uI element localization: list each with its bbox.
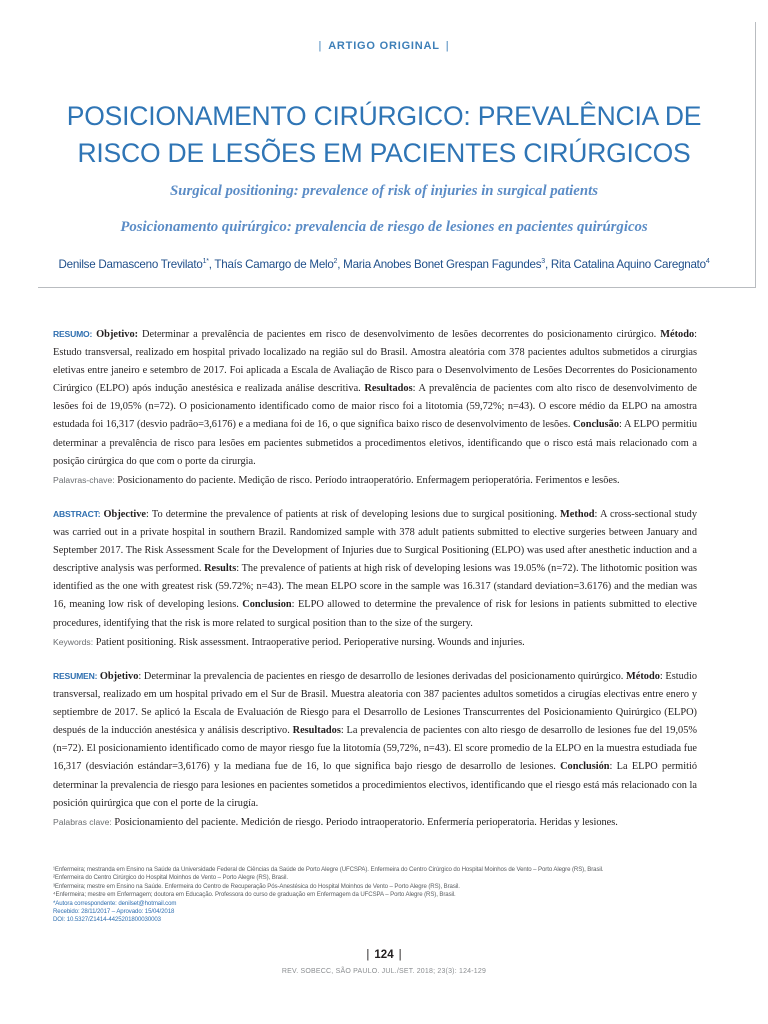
section-label [0,40,768,52]
title-line-1: POSICIONAMENTO CIRÚRGICO: PREVALÊNCIA DE [66,101,702,131]
author-separator: , [337,258,344,271]
method-label: Método [626,671,660,682]
conclusion-text: : La ELPO permitió determinar la prevalencia de riesgo para lesiones en pacientes sometidos a procedimientos electivos, identificando que el riesgo está más relacionado con la posición quirúrgica que con el porte de la cirugía. [53,761,697,809]
abstract-label: RESUMO: [53,329,93,339]
page-bar-right: | [398,949,402,961]
results-text: : The prevalence of patients at high risk of developing lesions was 19.05% (n=72). The lithotomic position was identified as the one with greatest risk (59.72%; n=43). The mean ELPO score in the sample was 16.317 (standard deviation=3.6176) and the median was 16, meaning low risk of developing lesions. [53,563,697,611]
author-name: Rita Catalina Aquino Caregnato [550,258,706,271]
footnote: ¹Enfermeira; mestranda em Ensino na Saúde da Universidade Federal de Ciências da Saúde de Porto Alegre (UFCSPA). Enfermeira do Centro Cirúrgico do Hospital Moinhos de Vento – Porto Alegre (RS), Brasil. [53,866,604,873]
author-affiliation: 1* [202,258,209,266]
title-line-2: RISCO DE LESÕES EM PACIENTES CIRÚRGICOS [77,138,691,168]
author-separator: , [208,258,215,271]
footnote: ²Enfermeira do Centro Cirúrgico do Hospital Moinhos de Vento – Porto Alegre (RS), Brasil. [53,874,288,882]
keywords-line [53,633,697,652]
objective-text: : To determine the prevalence of patients at risk of developing lesions due to surgical positioning. [146,509,561,520]
objective-label: Objetivo: [96,329,139,340]
method-label: Método [660,329,695,340]
author-affiliation: 3 [541,258,545,266]
method-text: : A cross-sectional study was carried out in a private hospital in southern Brazil. Randomized sample with 378 adult patients submitted to elective surgeries between January and September 2017. The Risk Assessment Scale for the Development of Injuries due to Surgical Positioning (ELPO) was used after anesthetic induction and a descriptive analysis was performed. [53,509,697,575]
conclusion-text: : ELPO allowed to determine the prevalence of risk for lesions in patients submitted to elective procedures, identifying that the risk is more related to surgical position than to the size of the surgery. [53,599,698,629]
section-name: ARTIGO ORIGINAL [328,40,440,52]
method-text: : Estudo transversal, realizado em hospital privado localizado na região sul do Brasil. Amostra aleatória com 378 pacientes adultos submetidos a cirurgias eletivas entre janeiro e setembro de 2017. Foi aplicada a Escala de Avaliação de Risco para o Desenvolvimento de Lesões Decorrentes do Posicionamento Cirúrgico (ELPO) após indução anestésica e realizada análise descritiva. [53,329,697,395]
abstract-label: ABSTRACT: [53,509,101,519]
objective-text: : Determinar la prevalencia de pacientes en riesgo de desarrollo de lesiones derivadas del posicionamento quirúrgico. [138,671,626,682]
keywords-line [53,813,697,832]
doi: DOI: 10.5327/Z1414-4425201800030003 [53,916,161,924]
author-separator: , [544,258,551,271]
conclusion-label: Conclusion [242,599,292,611]
results-text: : La prevalencia de pacientes con alto riesgo de desarrollo de lesiones fue del 19,05% (n=72). El posicionamiento identificado como de mayor riesgo fue la litotomía (59,72%, n=43). El score promedio de la ELPO en la muestra estudiada fue 16,317 (desviación estándar=3,6176) y la mediana fue de 16, lo que significa bajo riesgo de desarrollo de lesiones. [53,725,698,773]
correspondence-email: *Autora correspondente: denilset@hotmail.com [53,899,177,907]
keywords-text: Posicionamiento del paciente. Medición de riesgo. Periodo intraoperatorio. Enfermería perioperatoria. Heridas y lesiones. [111,816,618,828]
page-number [0,949,768,961]
author-name: Thaís Camargo de Melo [214,258,334,271]
objective-label: Objetivo [99,671,139,682]
section-bar-right: | [445,40,450,52]
author-name: Maria Anobes Bonet Grespan Fagundes [343,258,542,271]
results-label: Results [204,563,237,575]
results-label: Resultados [364,383,413,395]
objective-text: Determinar a prevalência de pacientes em risco de desenvolvimento de lesões decorrentes do posicionamento cirúrgico. [138,329,661,340]
conclusion-label: Conclusão [573,419,620,431]
conclusion-label: Conclusión [560,761,610,773]
results-text: : A prevalência de pacientes com alto risco de desenvolvimento de lesões foi de 19,05% (n=72). O posicionamento identificado como de maior risco foi a litotomia (59,72%; n=43). O escore médio da ELPO na amostra estudada foi 16,317 (desvio padrão=3,6176) e a mediana foi de 16, o que significa baixo risco de desenvolvimento de lesões. [53,383,697,431]
received-approved-dates: Recebido: 28/11/2017 – Aprovado: 15/04/2018 [53,908,175,916]
objective-label: Objective [103,509,147,520]
abstract-spanish [53,667,697,832]
keywords-label: Keywords: [53,636,94,647]
method-text: : Estudio transversal, realizado em um hospital privado em el Sur de Brasil. Muestra aleatoria con 387 pacientes adultos sometidos a cirugías electivas entre enero y septiembre de 2017. Se aplicó la Escala de Evaluación de Riesgo para el Desarrollo de Lesiones Transcurrentes del Posicionamiento Quirúrgico (ELPO) después de la inducción anestésica y análisis descriptivo. [53,671,697,737]
method-label: Method [560,509,595,520]
results-label: Resultados [292,725,341,737]
author-affiliation: 2 [333,258,338,266]
section-bar-left: | [318,40,323,52]
keywords-line [53,471,697,490]
abstract-english [53,505,697,652]
footnotes [53,866,713,925]
keywords-text: Patient positioning. Risk assessment. Intraoperative period. Perioperative nursing. Wounds and injuries. [93,636,525,648]
footnote: ⁴Enfermeira; mestre em Enfermagem; doutora em Educação. Professora do curso de graduação em Enfermagem da UFCSPA – Porto Alegre (RS), Brasil. [53,891,456,899]
keywords-label: Palabras clave: [53,816,112,827]
author-list [42,258,726,271]
subtitle-spanish: Posicionamento quirúrgico: prevalencia de riesgo de lesiones en pacientes quirúrgicos [120,219,648,235]
author-name: Denilse Damasceno Trevilato [58,258,203,271]
journal-citation: REV. SOBECC, SÃO PAULO. JUL./SET. 2018; 23(3): 124-129 [281,968,487,975]
keywords-text: Posicionamento do paciente. Medição de risco. Período intraoperatório. Enfermagem perioperatória. Ferimentos e lesões. [114,474,620,486]
abstract-label: RESUMEN: [53,671,98,681]
subtitle-english: Surgical positioning: prevalence of risk of injuries in surgical patients [170,183,598,199]
abstract-portuguese [53,325,697,490]
page-bar-left: | [366,949,370,961]
author-affiliation: 4 [705,258,710,266]
footnote: ³Enfermeira; mestre em Ensino na Saúde. Enfermeira do Centro de Recuperação Pós-Anestésica do Hospital Moinhos de Vento – Porto Alegre (RS), Brasil. [53,882,460,890]
page-number-value: 124 [374,949,394,961]
article-title [40,98,728,172]
keywords-label: Palavras-chave: [53,474,115,485]
conclusion-text: : A ELPO permitiu determinar a prevalência de risco para lesões em pacientes submetidos a procedimentos eletivos, identificando que o risco está mais relacionado com a posição cirúrgica do que com o porte da cirurgia. [53,419,697,467]
